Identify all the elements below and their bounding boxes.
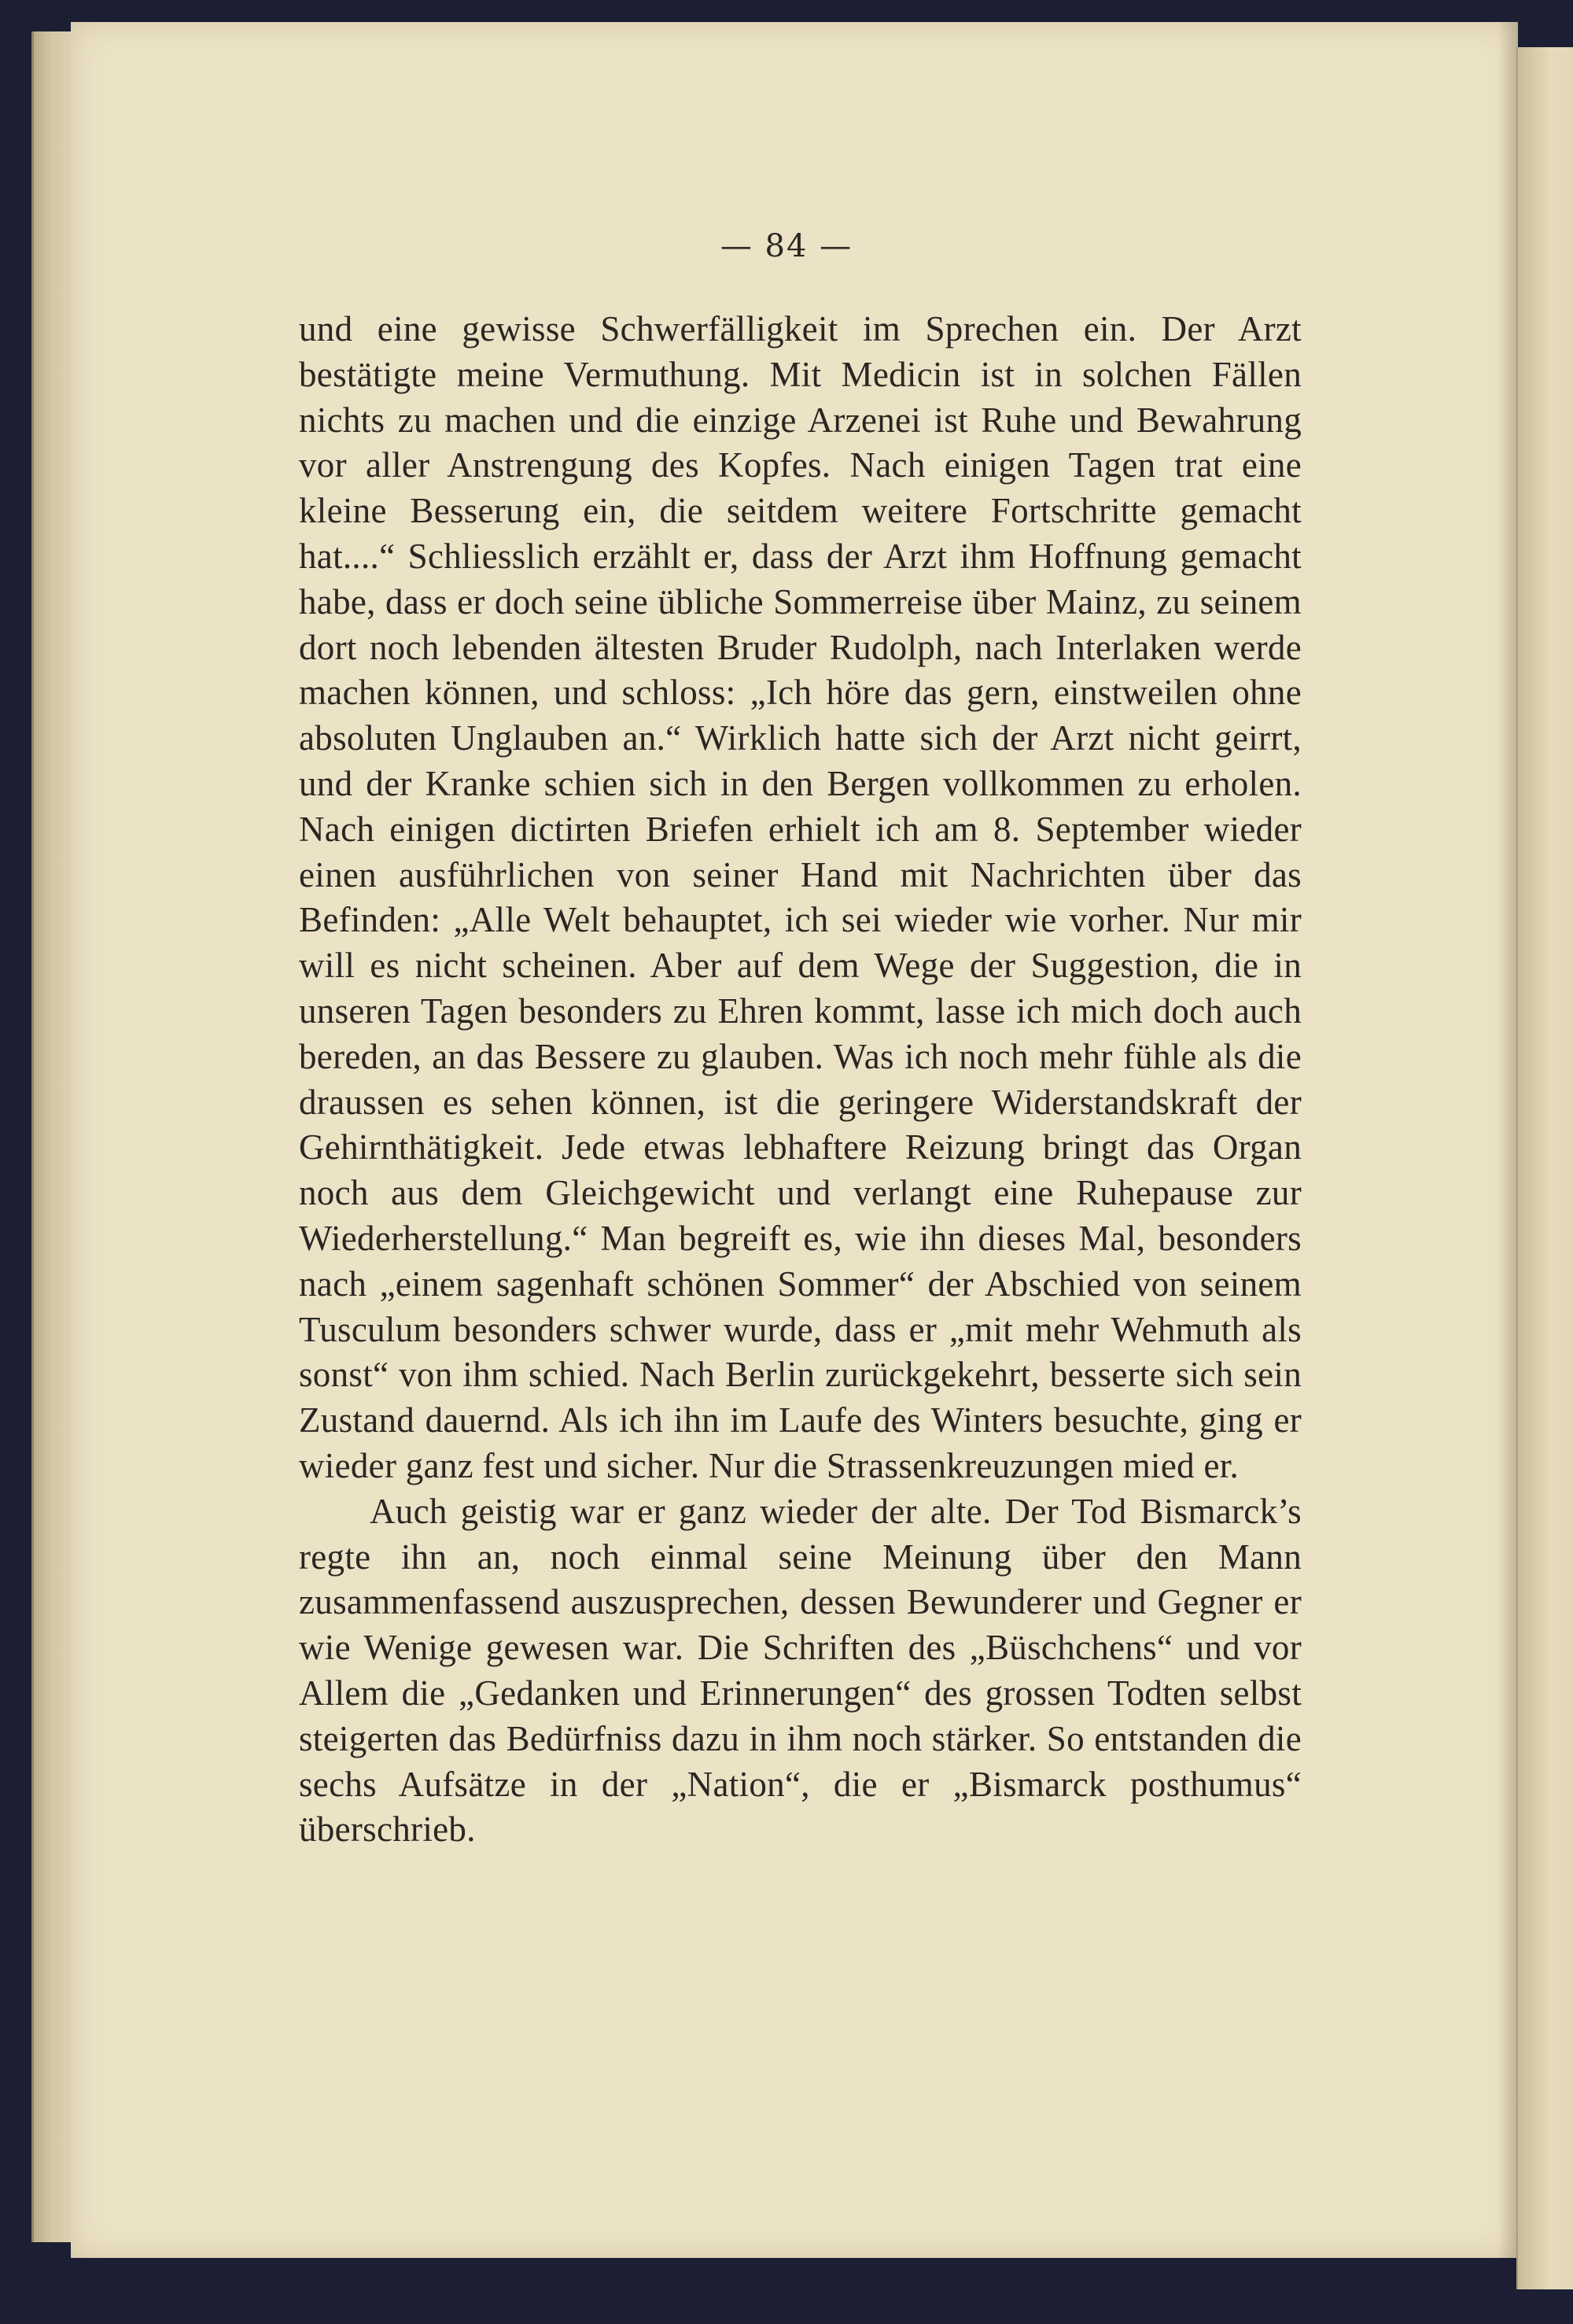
- paragraph-1: und eine gewisse Schwerfälligkeit im Sprechen ein. Der Arzt bestätigte meine Vermuthung. Mit Medicin ist in solchen Fällen nichts zu machen und die einzige Arzenei ist Ruhe und Bewahrung vor aller Anstrengung des Kopfes. Nach einigen Tagen trat eine kleine Besserung ein, die seitdem weitere Fortschritte gemacht hat....“ Schliesslich erzählt er, dass der Arzt ihm Hoffnung gemacht habe, dass er doch seine übliche Sommerreise über Mainz, zu seinem dort noch lebenden ältesten Bruder Rudolph, nach Interlaken werde machen können, und schloss: „Ich höre das gern, einstweilen ohne absoluten Unglauben an.“ Wirklich hatte sich der Arzt nicht geirrt, und der Kranke schien sich in den Bergen vollkommen zu erholen. Nach einigen dictirten Briefen erhielt ich am 8. September wieder einen ausführlichen von seiner Hand mit Nachrichten über das Befinden: „Alle Welt behauptet, ich sei wieder wie vorher. Nur mir will es nicht scheinen. Aber auf dem Wege der Suggestion, die in unseren Tagen besonders zu Ehren kommt, lasse ich mich doch auch bereden, an das Bessere zu glauben. Was ich noch mehr fühle als die draussen es sehen können, ist die geringere Widerstandskraft der Gehirnthätigkeit. Jede etwas lebhaftere Reizung bringt das Organ noch aus dem Gleichgewicht und verlangt eine Ruhepause zur Wiederherstellung.“ Man begreift es, wie ihn dieses Mal, besonders nach „einem sagenhaft schönen Sommer“ der Abschied von seinem Tusculum besonders schwer wurde, dass er „mit mehr Wehmuth als sonst“ von ihm schied. Nach Berlin zurückgekehrt, besserte sich sein Zustand dauernd. Als ich ihn im Laufe des Winters besuchte, ging er wieder ganz fest und sicher. Nur die Strassenkreuzungen mied er.: [299, 309, 1302, 1485]
- page-body-text: [299, 307, 1302, 1853]
- page-number: — 84 —: [720, 228, 853, 264]
- adjacent-page-edge: [1516, 47, 1573, 2289]
- paragraph-2: Auch geistig war er ganz wieder der alte. Der Tod Bismarck’s regte ihn an, noch einmal seine Meinung über den Mann zusammenfassend auszusprechen, dessen Bewunderer und Gegner er wie Wenige gewesen war. Die Schriften des „Büschchens“ und vor Allem die „Gedanken und Erinnerungen“ des grossen Todten selbst steigerten das Bedürfniss dazu in ihm noch stärker. So entstanden die sechs Aufsätze in der „Nation“, die er „Bismarck posthumus“ überschrieb.: [299, 1491, 1302, 1850]
- gutter-shadow: [1498, 22, 1518, 2258]
